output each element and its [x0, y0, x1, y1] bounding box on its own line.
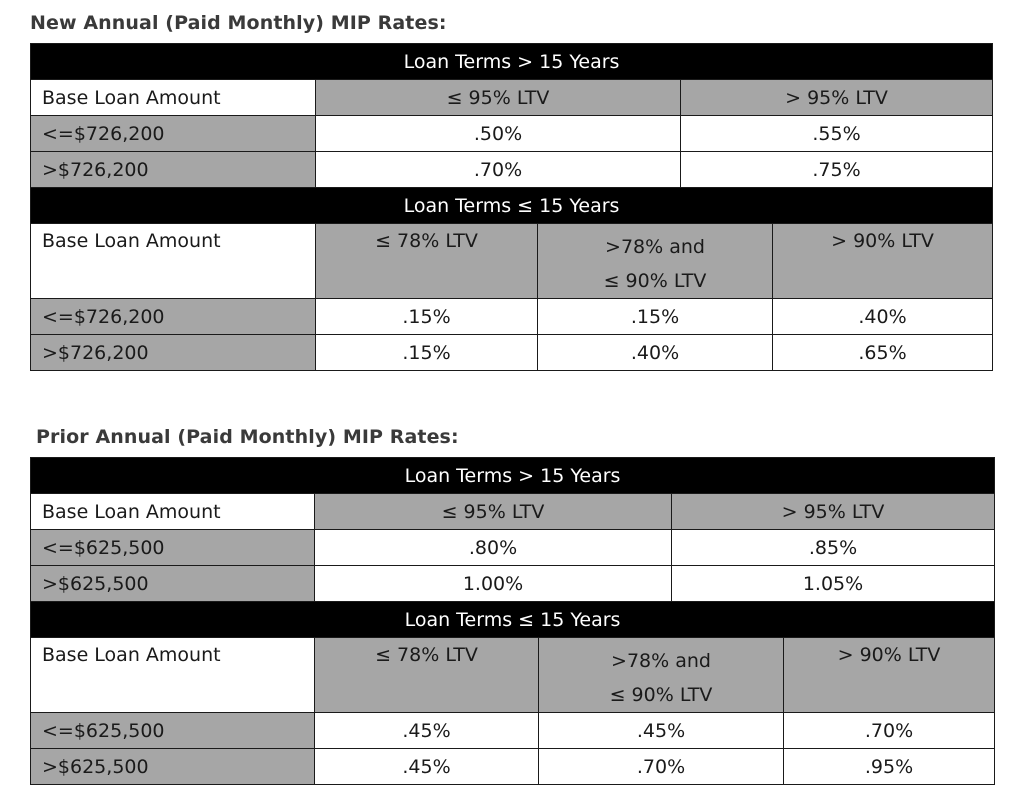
banner-15-years-or-less: Loan Terms ≤ 15 Years — [31, 602, 995, 638]
rate-cell: .85% — [672, 530, 995, 566]
rate-cell: 1.05% — [672, 566, 995, 602]
new-rates-title: New Annual (Paid Monthly) MIP Rates: — [30, 12, 447, 34]
ltv-header-over-90: > 90% LTV — [784, 638, 995, 713]
rate-cell: .70% — [316, 152, 681, 188]
header-row — [31, 494, 995, 530]
rate-cell: .40% — [538, 335, 773, 371]
rate-cell: .70% — [784, 713, 995, 749]
loan-amount-label: <=$726,200 — [31, 116, 316, 152]
table-row — [31, 530, 995, 566]
banner-row — [31, 188, 993, 224]
ltv-header-78-or-less: ≤ 78% LTV — [316, 224, 538, 299]
prior-mip-rates-table — [30, 457, 995, 785]
table-row — [31, 713, 995, 749]
ltv-header-over-95: > 95% LTV — [681, 80, 993, 116]
new-mip-rates-table — [30, 43, 993, 371]
banner-over-15-years: Loan Terms > 15 Years — [31, 44, 993, 80]
ltv-header-line-2: ≤ 90% LTV — [609, 684, 713, 706]
header-row — [31, 638, 995, 713]
loan-amount-label: >$625,500 — [31, 749, 315, 785]
table-row — [31, 116, 993, 152]
ltv-header-line-1: >78% and — [605, 236, 705, 258]
rate-cell: .70% — [539, 749, 784, 785]
rate-cell: .95% — [784, 749, 995, 785]
rate-cell: .15% — [316, 335, 538, 371]
banner-row — [31, 458, 995, 494]
rate-cell: .45% — [315, 749, 539, 785]
base-loan-amount-header: Base Loan Amount — [31, 494, 315, 530]
header-row — [31, 224, 993, 299]
banner-row — [31, 44, 993, 80]
table-row — [31, 335, 993, 371]
loan-amount-label: <=$625,500 — [31, 713, 315, 749]
base-loan-amount-header: Base Loan Amount — [31, 224, 316, 299]
loan-amount-label: >$625,500 — [31, 566, 315, 602]
ltv-header-95-or-less: ≤ 95% LTV — [316, 80, 681, 116]
base-loan-amount-header: Base Loan Amount — [31, 638, 315, 713]
header-row — [31, 80, 993, 116]
banner-over-15-years: Loan Terms > 15 Years — [31, 458, 995, 494]
ltv-header-78-or-less: ≤ 78% LTV — [315, 638, 539, 713]
loan-amount-label: <=$625,500 — [31, 530, 315, 566]
table-row — [31, 299, 993, 335]
loan-amount-label: >$726,200 — [31, 152, 316, 188]
banner-15-years-or-less: Loan Terms ≤ 15 Years — [31, 188, 993, 224]
rate-cell: .15% — [538, 299, 773, 335]
rate-cell: .45% — [315, 713, 539, 749]
ltv-header-78-to-90 — [539, 638, 784, 713]
rate-cell: .80% — [315, 530, 672, 566]
loan-amount-label: >$726,200 — [31, 335, 316, 371]
loan-amount-label: <=$726,200 — [31, 299, 316, 335]
table-row — [31, 566, 995, 602]
table-row — [31, 749, 995, 785]
banner-row — [31, 602, 995, 638]
base-loan-amount-header: Base Loan Amount — [31, 80, 316, 116]
rate-cell: .40% — [773, 299, 993, 335]
ltv-header-over-95: > 95% LTV — [672, 494, 995, 530]
rate-cell: .45% — [539, 713, 784, 749]
rate-cell: .75% — [681, 152, 993, 188]
ltv-header-78-to-90 — [538, 224, 773, 299]
ltv-header-line-1: >78% and — [611, 650, 711, 672]
ltv-header-over-90: > 90% LTV — [773, 224, 993, 299]
ltv-header-95-or-less: ≤ 95% LTV — [315, 494, 672, 530]
rate-cell: 1.00% — [315, 566, 672, 602]
table-row — [31, 152, 993, 188]
rate-cell: .50% — [316, 116, 681, 152]
ltv-header-line-2: ≤ 90% LTV — [603, 270, 707, 292]
rate-cell: .15% — [316, 299, 538, 335]
rate-cell: .55% — [681, 116, 993, 152]
prior-rates-title: Prior Annual (Paid Monthly) MIP Rates: — [36, 426, 459, 448]
rate-cell: .65% — [773, 335, 993, 371]
